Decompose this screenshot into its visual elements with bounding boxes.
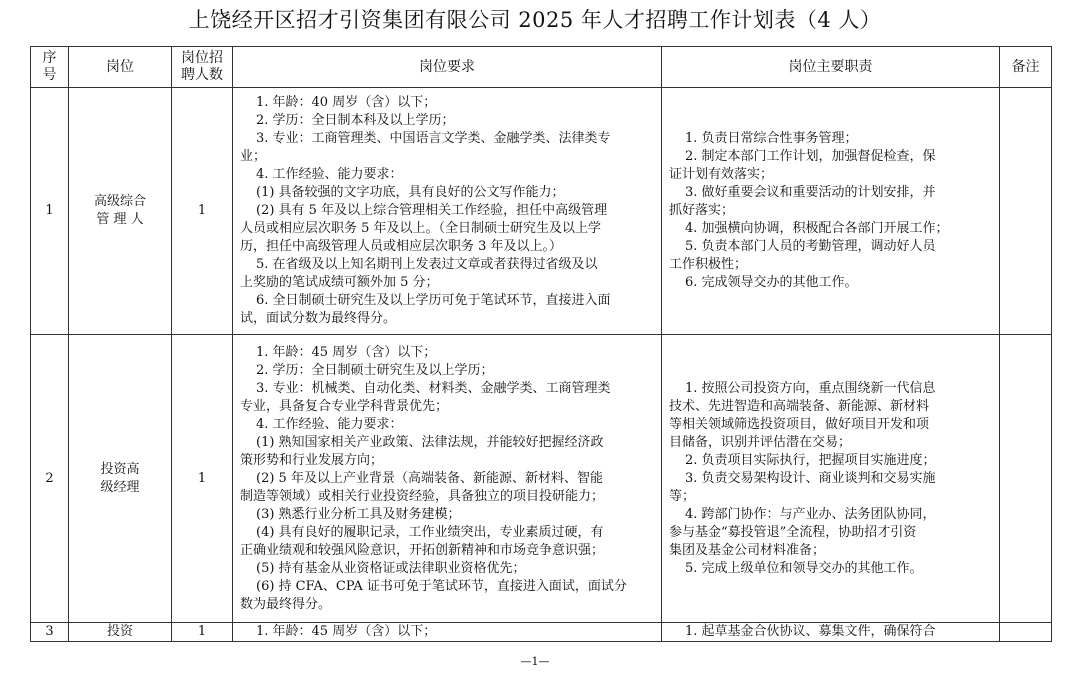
cell-seq: 3 [31, 623, 69, 642]
text-line: 3. 专业：机械类、自动化类、材料类、金融学类、工商管理类 [256, 380, 611, 396]
text-line: 等相关领域筛选投资项目，做好项目开发和项 [669, 416, 930, 432]
text-line: 业； [240, 149, 267, 164]
text-line: 专业，具备复合专业学科背景优先； [240, 398, 449, 414]
page-number: —1— [520, 655, 550, 668]
text-line: 制造等领域）或相关行业投资经验，具备独立的项目投研能力； [240, 488, 605, 504]
duties-list [669, 130, 994, 292]
text-line: (5) 持有基金从业资格证或法律职业资格优先； [256, 560, 526, 576]
position-line: 级经理 [100, 479, 140, 495]
text-line: 策形势和行业发展方向； [240, 452, 384, 468]
requirements-list [240, 94, 656, 328]
header-seq [31, 47, 69, 88]
text-line: 1. 负责日常综合性事务管理； [685, 131, 858, 146]
table-header-row [31, 47, 1052, 88]
cell-remarks [1000, 88, 1052, 335]
cell-remarks [1000, 623, 1052, 642]
text-line: 1. 年龄：45 周岁（含）以下； [256, 624, 437, 639]
duties-list [669, 623, 994, 641]
text-line: 4. 跨部门协作：与产业办、法务团队协同， [685, 506, 936, 522]
text-line: 4. 工作经验、能力要求： [256, 167, 403, 182]
duties-list [669, 380, 994, 578]
text-line: 2. 制定本部门工作计划，加强督促检查，保 [685, 149, 936, 164]
text-line: 人员或相应层次职务 5 年及以上。（全日制硕士研究生及以上学 [240, 221, 602, 236]
text-line: 历，担任中高级管理人员或相应层次职务 3 年及以上。） [240, 239, 563, 254]
position-line: 高级综合 [93, 194, 146, 209]
header-seq-line: 序 [42, 50, 57, 66]
text-line: 上奖励的笔试成绩可额外加 5 分； [240, 275, 439, 290]
cell-seq: 1 [31, 88, 69, 335]
text-line: 3. 负责交易架构设计、商业谈判和交易实施 [685, 470, 936, 486]
cell-count: 1 [172, 88, 233, 335]
cell-duties [662, 335, 1000, 623]
position-line: 投资高 [100, 461, 140, 477]
text-line: 2. 学历：全日制本科及以上学历； [256, 113, 455, 128]
header-count-line: 岗位招 [181, 50, 223, 66]
cell-seq: 2 [31, 335, 69, 623]
text-line: 4. 加强横向协调，积极配合各部门开展工作； [685, 221, 949, 236]
requirements-list [240, 344, 656, 614]
text-line: 技术、先进智造和高端装备、新能源、新材料 [669, 398, 930, 414]
cell-requirements [233, 335, 662, 623]
text-line: (6) 持 CFA、CPA 证书可免于笔试环节，直接进入面试，面试分 [256, 578, 627, 594]
cell-remarks [1000, 335, 1052, 623]
text-line: 抓好落实； [669, 203, 735, 218]
header-count [172, 47, 233, 88]
header-duties: 岗位主要职责 [662, 47, 1000, 88]
text-line: (3) 熟悉行业分析工具及财务建模； [256, 506, 461, 522]
text-line: 证计划有效落实； [669, 167, 774, 182]
header-remarks: 备注 [1000, 47, 1052, 88]
text-line: 2. 学历：全日制硕士研究生及以上学历； [256, 362, 494, 378]
text-line: 1. 年龄：45 周岁（含）以下； [256, 344, 437, 360]
text-line: (1) 具备较强的文字功底，具有良好的公文写作能力； [256, 185, 565, 200]
text-line: 6. 完成领导交办的其他工作。 [685, 275, 858, 290]
text-line: 1. 按照公司投资方向，重点围绕新一代信息 [685, 380, 936, 396]
text-line: 工作积极性； [669, 257, 748, 272]
header-position: 岗位 [69, 47, 172, 88]
position-line: 管 理 人 [96, 212, 144, 227]
text-line: (2) 具有 5 年及以上综合管理相关工作经验，担任中高级管理 [256, 203, 608, 218]
table-row [31, 88, 1052, 335]
cell-requirements [233, 623, 662, 642]
cell-position [69, 335, 172, 623]
text-line: (1) 熟知国家相关产业政策、法律法规，并能较好把握经济政 [256, 434, 604, 450]
text-line: 目储备，识别并评估潜在交易； [669, 434, 852, 450]
cell-position [69, 623, 172, 642]
text-line: (4) 具有良好的履职记录，工作业绩突出，专业素质过硬，有 [256, 524, 604, 540]
cell-duties [662, 623, 1000, 642]
position-line: 投资 [106, 624, 133, 639]
cell-requirements [233, 88, 662, 335]
text-line: 5. 负责本部门人员的考勤管理，调动好人员 [685, 239, 936, 254]
cell-count: 1 [172, 623, 233, 642]
requirements-list [240, 623, 656, 641]
text-line: 6. 全日制硕士研究生及以上学历可免于笔试环节，直接进入面 [256, 293, 611, 308]
cell-duties [662, 88, 1000, 335]
table-row [31, 335, 1052, 623]
text-line: 3. 专业：工商管理类、中国语言文学类、金融学类、法律类专 [256, 131, 611, 146]
header-seq-line: 号 [42, 67, 57, 83]
text-line: 数为最终得分。 [240, 596, 332, 612]
text-line: 3. 做好重要会议和重要活动的计划安排，并 [685, 185, 936, 200]
text-line: 参与基金“募投管退”全流程，协助招才引资 [669, 524, 917, 540]
cell-position [69, 88, 172, 335]
recruitment-plan-table [30, 46, 1052, 642]
header-requirements: 岗位要求 [233, 47, 662, 88]
text-line: 等； [669, 488, 696, 504]
text-line: 正确业绩观和较强风险意识，开拓创新精神和市场竞争意识强； [240, 542, 605, 558]
table-row [31, 623, 1052, 642]
text-line: 1. 年龄：40 周岁（含）以下； [256, 95, 437, 110]
text-line: (2) 5 年及以上产业背景（高端装备、新能源、新材料、智能 [256, 470, 603, 486]
text-line: 1. 起草基金合伙协议、募集文件，确保符合 [685, 624, 936, 639]
cell-count: 1 [172, 335, 233, 623]
header-count-line: 聘人数 [181, 67, 223, 83]
text-line: 5. 完成上级单位和领导交办的其他工作。 [685, 560, 923, 576]
text-line: 4. 工作经验、能力要求： [256, 416, 403, 432]
text-line: 5. 在省级及以上知名期刊上发表过文章或者获得过省级及以 [256, 257, 598, 272]
text-line: 2. 负责项目实际执行，把握项目实施进度； [685, 452, 936, 468]
text-line: 集团及基金公司材料准备； [669, 542, 826, 558]
document-title: 上饶经开区招才引资集团有限公司 2025 年人才招聘工作计划表（4 人） [188, 8, 882, 32]
text-line: 试，面试分数为最终得分。 [240, 311, 397, 326]
